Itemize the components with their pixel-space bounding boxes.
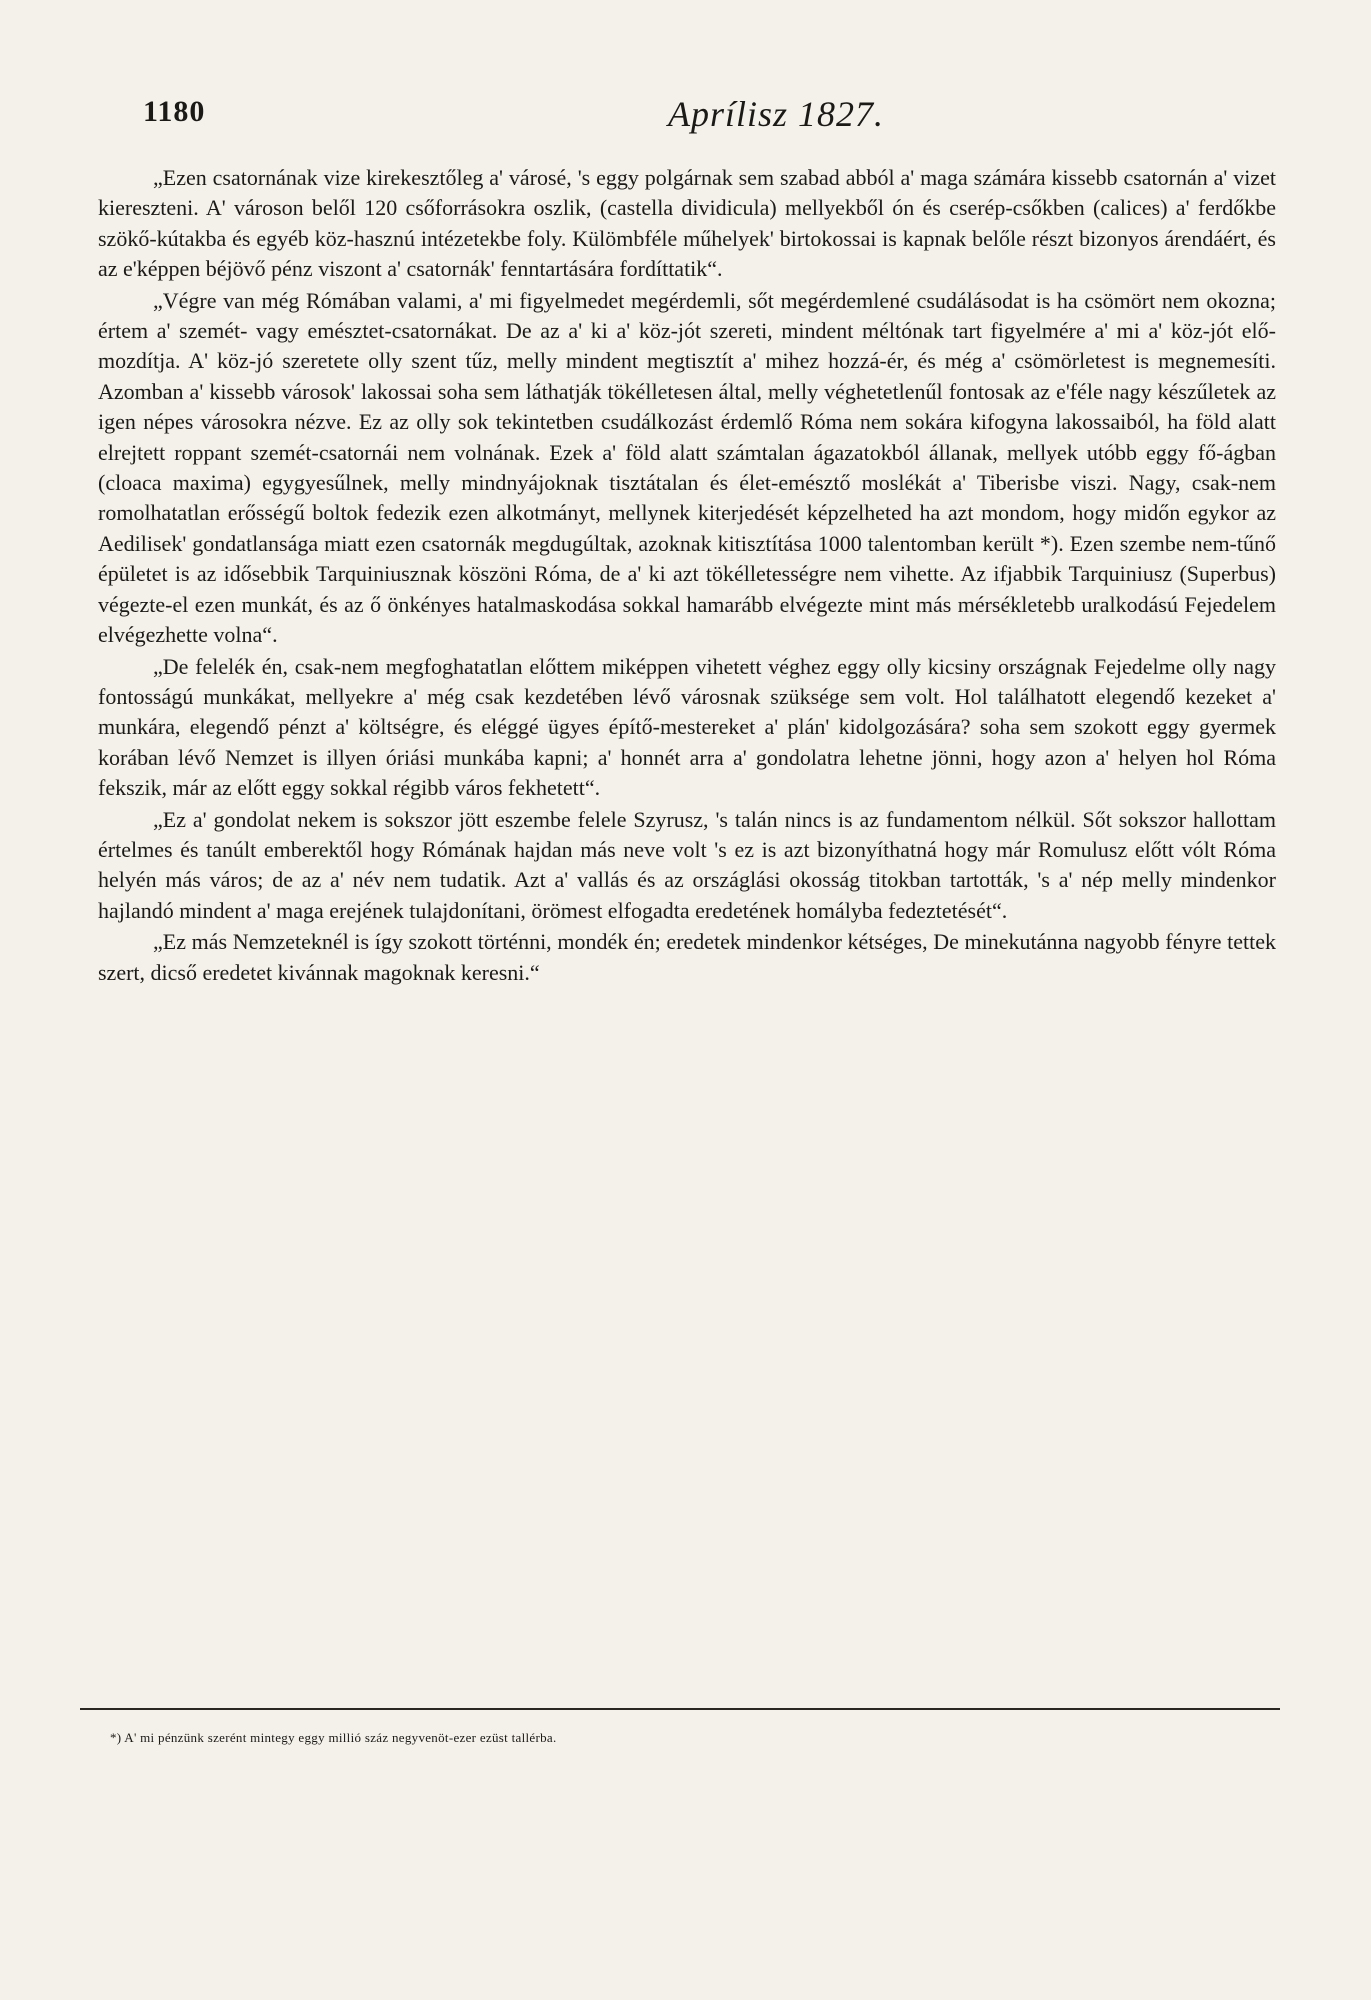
footnote-divider <box>80 1708 1280 1710</box>
footnote: *) A' mi pénzünk szerént mintegy eggy millió száz negyvenöt-ezer ezüst tallérba. <box>110 1730 557 1745</box>
paragraph: „Ezen csatornának vize kirekesztőleg a' városé, 's eggy polgárnak sem szabad abból a' maga számára kissebb csatornán a' vizet kiereszteni. A' városon belől 120 csőforrásokra oszlik, (castella dividicula) mellyekből ón és cserép-csőkben (calices) a' ferdőkbe szökő-kútakba és egyéb köz-hasznú intézetekbe foly. Külömbféle műhelyek' birtokossai is kapnak belőle részt bizonyos árendáért, és az e'képpen béjövő pénz viszont a' csatornák' fenntartására fordíttatik“. <box>98 165 1276 282</box>
body-text <box>98 163 1276 988</box>
paragraph: „Ez a' gondolat nekem is sokszor jött eszembe felele Szyrusz, 's talán nincs is az fundamentom nélkül. Sőt sokszor hallottam értelmes és tanúlt emberektől hogy Rómának hajdan más neve volt 's ez is azt bizonyíthatná hogy már Romulusz előtt vólt Róma helyén más város; de az a' név nem tudatik. Azt a' vallás és az országlási okosság titokban tartották, 's a' nép melly mindenkor hajlandó mindent a' maga erejének tulajdonítani, örömest elfogadta eredetének homályba fedeztetését“. <box>98 806 1276 923</box>
paragraph: „Ez más Nemzeteknél is így szokott történni, mondék én; eredetek mindenkor kétséges, De minekutánna nagyobb fényre tettek szert, dicső eredetet kivánnak magoknak keresni.“ <box>98 929 1276 985</box>
paragraph: „Végre van még Rómában valami, a' mi figyelmedet megérdemli, sőt megérdemlené csudálásodat is ha csömört nem okozna; értem a' szemét- vagy emésztet-csatornákat. De az a' ki a' köz-jót szereti, mindent méltónak tart figyelmére a' mi a' köz-jót elő-mozdítja. A' köz-jó szeretete olly szent tűz, melly mindent megtisztít a' mihez hozzá-ér, és még a' csömörletest is megnemesíti. Azomban a' kissebb városok' lakossai soha sem láthatják tökélletesen által, melly véghetetlenűl fontosak az e'féle nagy készűletek az igen népes városokra nézve. Ez az olly sok tekintetben csudálkozást érdemlő Róma nem sokára kifogyna lakossaiból, ha föld alatt elrejtett roppant szemét-csatornái nem volnának. Ezek a' föld alatt számtalan ágazatokból állanak, mellyek utóbb eggy fő-ágban (cloaca maxima) egygyesűlnek, melly mindnyájoknak tisztátalan és élet-emésztő moslékát a' Tiberisbe viszi. Nagy, csak-nem romolhatatlan erősségű boltok fedezik ezen alkotmányt, mellynek kiterjedését képzelheted ha azt mondom, hogy midőn egykor az Aedilisek' gondatlansága miatt ezen csatornák megdugúltak, azoknak kitisztítása 1000 talentomban került *). Ezen szembe nem-tűnő épületet is az idősebbik Tarquiniusznak köszöni Róma, de a' ki azt tökélletességre nem vihette. Az ifjabbik Tarquiniusz (Superbus) végezte-el ezen munkát, és az ő önkényes hatalmaskodása sokkal hamarább elvégezte mint más mérsékletebb uralkodású Fejedelem elvégezhette volna“. <box>98 287 1276 648</box>
running-title: Aprílisz 1827. <box>668 94 885 134</box>
page-header <box>98 75 1276 135</box>
paragraph: „De felelék én, csak-nem megfoghatatlan előttem miképpen vihetett véghez eggy olly kicsiny országnak Fejedelme olly nagy fontosságú munkákat, mellyekre a' még csak kezdetében lévő városnak szüksége sem volt. Hol találhatott elegendő kezeket a' munkára, elegendő pénzt a' költségre, és eléggé ügyes építő-mestereket a' plán' kidolgozására? soha sem szokott eggy gyermek korában lévő Nemzet is illyen óriási munkába kapni; a' honnét arra a' gondolatra lehetne jönni, hogy azon a' helyen hol Róma fekszik, már az előtt eggy sokkal régibb város fekhetett“. <box>98 653 1276 801</box>
page-number: 1180 <box>143 95 206 128</box>
